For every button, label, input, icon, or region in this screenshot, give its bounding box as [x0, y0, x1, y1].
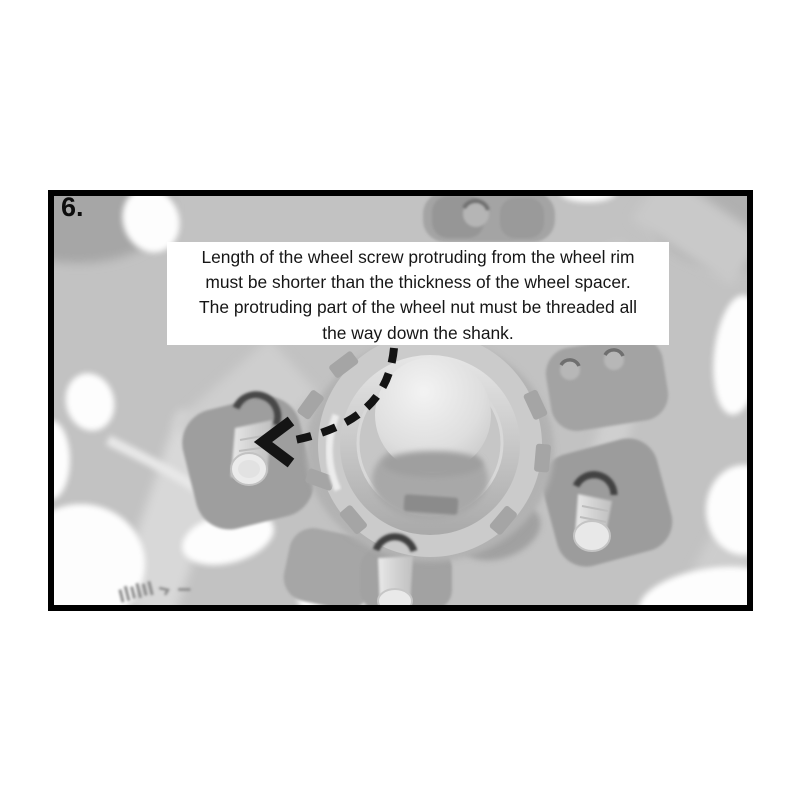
step-number: 6. — [61, 192, 84, 222]
instruction-line: must be shorter than the thickness of the wheel spacer. — [205, 272, 631, 293]
instruction-line: Length of the wheel screw protruding from the wheel rim — [201, 247, 635, 267]
instruction-line: the way down the shank. — [322, 322, 514, 343]
instruction-line: The protruding part of the wheel nut must be threaded all — [199, 297, 637, 318]
figure-frame — [48, 190, 753, 611]
instruction-box — [167, 242, 669, 345]
